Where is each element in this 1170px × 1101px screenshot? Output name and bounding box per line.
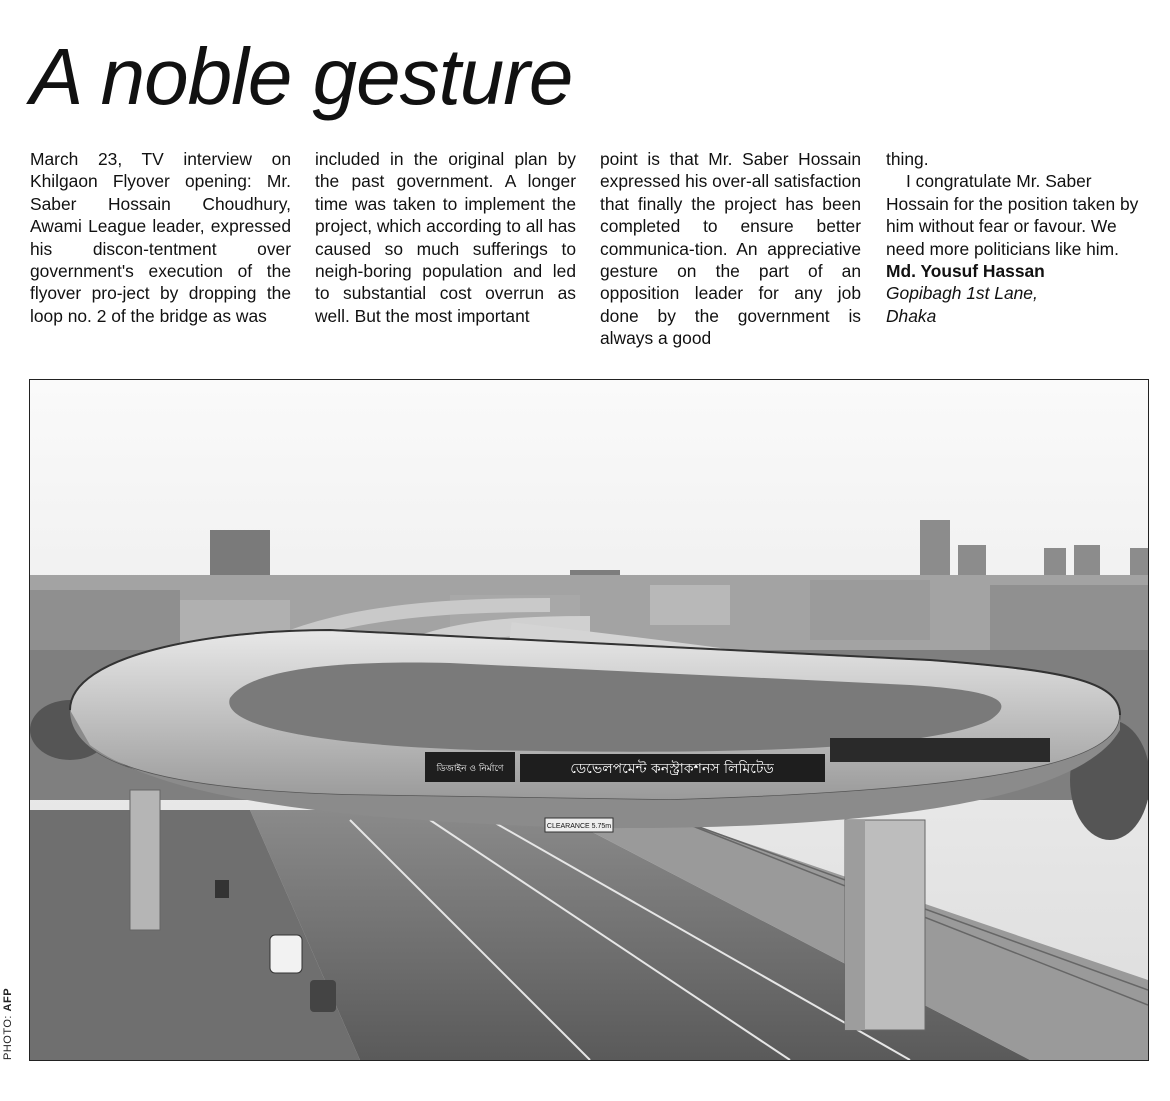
pillar-right-shadow [845,820,865,1030]
letter-text: thing. [886,149,929,169]
letter-text: included in the original plan by the past government. A longer time was taken to implement the project, which according to all has caused so much sufferings to neigh-boring population and led to substantial cost overrun as well. But the most important [315,149,576,326]
letter-text: March 23, TV interview on Khilgaon Flyover opening: Mr. Saber Hossain Choudhury, Awami League leader, expressed his discon-tentment over government's execution of the flyover pro-ject by dropping the loop no. 2 of the bridge as was [30,149,291,326]
letter-text: I congratulate Mr. Saber Hossain for the position taken by him without fear or favour. We need more politicians like him. [886,171,1139,259]
clearance-sign-text: CLEARANCE 5.75m [546,823,612,830]
flyover-illustration [30,380,1148,1060]
letter-column-3 [600,148,861,350]
author-name: Md. Yousuf Hassan [886,261,1045,282]
photo-credit-source: AFP [2,987,14,1012]
banner-main-text: ডেভেলপমেন্ট কনস্ট্রাকশনস লিমিটেড [570,761,774,777]
banner-right [830,738,1050,762]
letter-body [30,148,1150,353]
letter-column-2 [315,148,576,327]
pillar-left [130,790,160,930]
photo-credit [2,988,14,1060]
banner-left-text: ডিজাইন ও নির্মাণে [436,764,504,774]
letter-text: point is that Mr. Saber Hossain expressed his over-all satisfaction that finally the project has been completed to ensure better communica-tion. An appreciative gesture on the part of an opposition leader for any job done by the government is always a good [600,149,861,349]
letter-column-1 [30,148,291,327]
flyover-photo [29,379,1149,1061]
author-city: Dhaka [886,305,937,326]
headline: A noble gesture [30,32,573,121]
photo-credit-prefix: PHOTO: [2,1011,14,1060]
letter-column-4 [886,148,1147,327]
author-address: Gopibagh 1st Lane, [886,283,1038,304]
